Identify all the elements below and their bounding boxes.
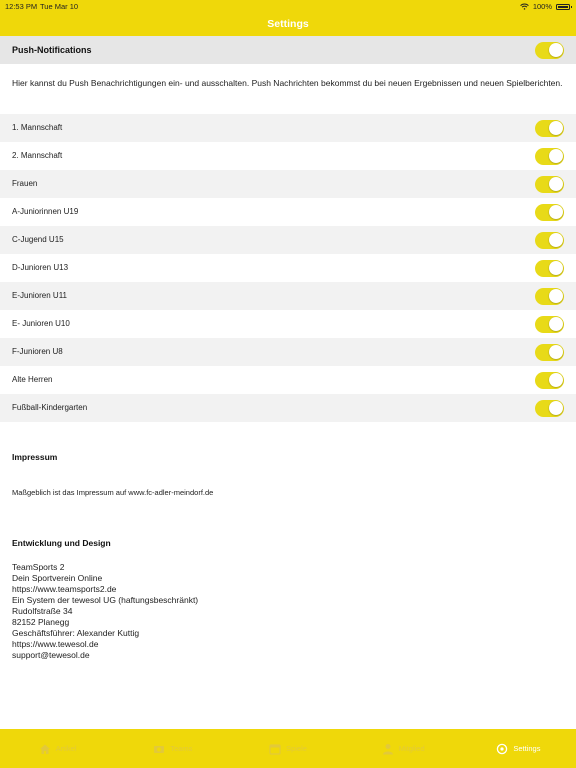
tab-label: Teams	[170, 744, 193, 753]
status-time: 12:53 PM	[5, 2, 38, 11]
push-notifications-row	[0, 36, 576, 64]
team-row	[0, 198, 576, 226]
tab-settings[interactable]	[461, 729, 576, 768]
team-label: F-Junioren U8	[12, 347, 63, 356]
team-label: 1. Mannschaft	[12, 123, 63, 132]
team-label: C-Jugend U15	[12, 235, 64, 244]
page-title: Settings	[267, 18, 309, 30]
team-row	[0, 282, 576, 310]
development-title: Entwicklung und Design	[12, 538, 111, 548]
status-bar	[0, 0, 576, 12]
credit-line: Rudolfstraße 34	[12, 606, 73, 616]
tab-label: Artikel	[55, 744, 77, 753]
calendar-icon	[269, 743, 281, 755]
impressum-text: Maßgeblich ist das Impressum auf www.fc-adler-meindorf.de	[12, 488, 214, 497]
status-right	[520, 2, 570, 11]
tab-label: Settings	[513, 744, 541, 753]
credit-line: Dein Sportverein Online	[12, 573, 103, 583]
push-notifications-label: Push-Notifications	[12, 45, 92, 55]
team-toggle[interactable]	[535, 120, 564, 137]
battery-percent: 100%	[532, 2, 552, 11]
team-label: E- Junioren U10	[12, 319, 70, 328]
tab-artikel[interactable]	[0, 729, 115, 768]
person-icon	[382, 743, 394, 755]
team-toggle[interactable]	[535, 288, 564, 305]
tab-label: Mitglied	[398, 744, 425, 753]
team-row	[0, 394, 576, 422]
battery-icon	[556, 4, 570, 10]
team-label: E-Junioren U11	[12, 291, 67, 300]
team-toggle[interactable]	[535, 260, 564, 277]
team-toggle[interactable]	[535, 204, 564, 221]
team-label: Alte Herren	[12, 375, 53, 384]
team-row	[0, 254, 576, 282]
credit-line: 82152 Planegg	[12, 617, 70, 627]
credit-line: Ein System der tewesol UG (haftungsbeschränkt)	[12, 595, 199, 605]
tab-label: Spiele	[286, 744, 307, 753]
push-description: Hier kannst du Push Benachrichtigungen ein- und ausschalten. Push Nachrichten bekommst du bei neuen Ergebnissen und neuen Spielberichten.	[12, 78, 563, 88]
team-label: D-Junioren U13	[12, 263, 69, 272]
team-row	[0, 114, 576, 142]
team-toggle[interactable]	[535, 400, 564, 417]
team-row	[0, 310, 576, 338]
team-toggle[interactable]	[535, 316, 564, 333]
team-label: 2. Mannschaft	[12, 151, 63, 160]
team-label: Frauen	[12, 179, 38, 188]
navigation-bar	[0, 12, 576, 36]
credit-line: https://www.tewesol.de	[12, 639, 99, 649]
tab-bar	[0, 729, 576, 768]
team-row	[0, 170, 576, 198]
team-notification-list	[0, 114, 576, 422]
impressum-title: Impressum	[12, 452, 58, 462]
gear-icon	[496, 743, 508, 755]
credit-line: support@tewesol.de	[12, 650, 90, 660]
team-toggle[interactable]	[535, 176, 564, 193]
credit-line: TeamSports 2	[12, 562, 65, 572]
tab-teams[interactable]	[115, 729, 230, 768]
push-notifications-toggle[interactable]	[535, 42, 564, 59]
team-label: A-Juniorinnen U19	[12, 207, 79, 216]
tab-mitglied[interactable]	[346, 729, 461, 768]
team-toggle[interactable]	[535, 344, 564, 361]
status-date: Tue Mar 10	[40, 2, 79, 11]
team-row	[0, 338, 576, 366]
wifi-icon	[520, 3, 529, 10]
development-credits	[12, 562, 198, 661]
team-toggle[interactable]	[535, 372, 564, 389]
team-toggle[interactable]	[535, 232, 564, 249]
tab-spiele[interactable]	[230, 729, 345, 768]
team-toggle[interactable]	[535, 148, 564, 165]
team-row	[0, 142, 576, 170]
credit-line: Geschäftsführer: Alexander Kuttig	[12, 628, 140, 638]
team-label: Fußball-Kindergarten	[12, 403, 88, 412]
team-icon	[153, 743, 165, 755]
credit-line: https://www.teamsports2.de	[12, 584, 117, 594]
team-row	[0, 226, 576, 254]
team-row	[0, 366, 576, 394]
home-icon	[39, 743, 51, 755]
